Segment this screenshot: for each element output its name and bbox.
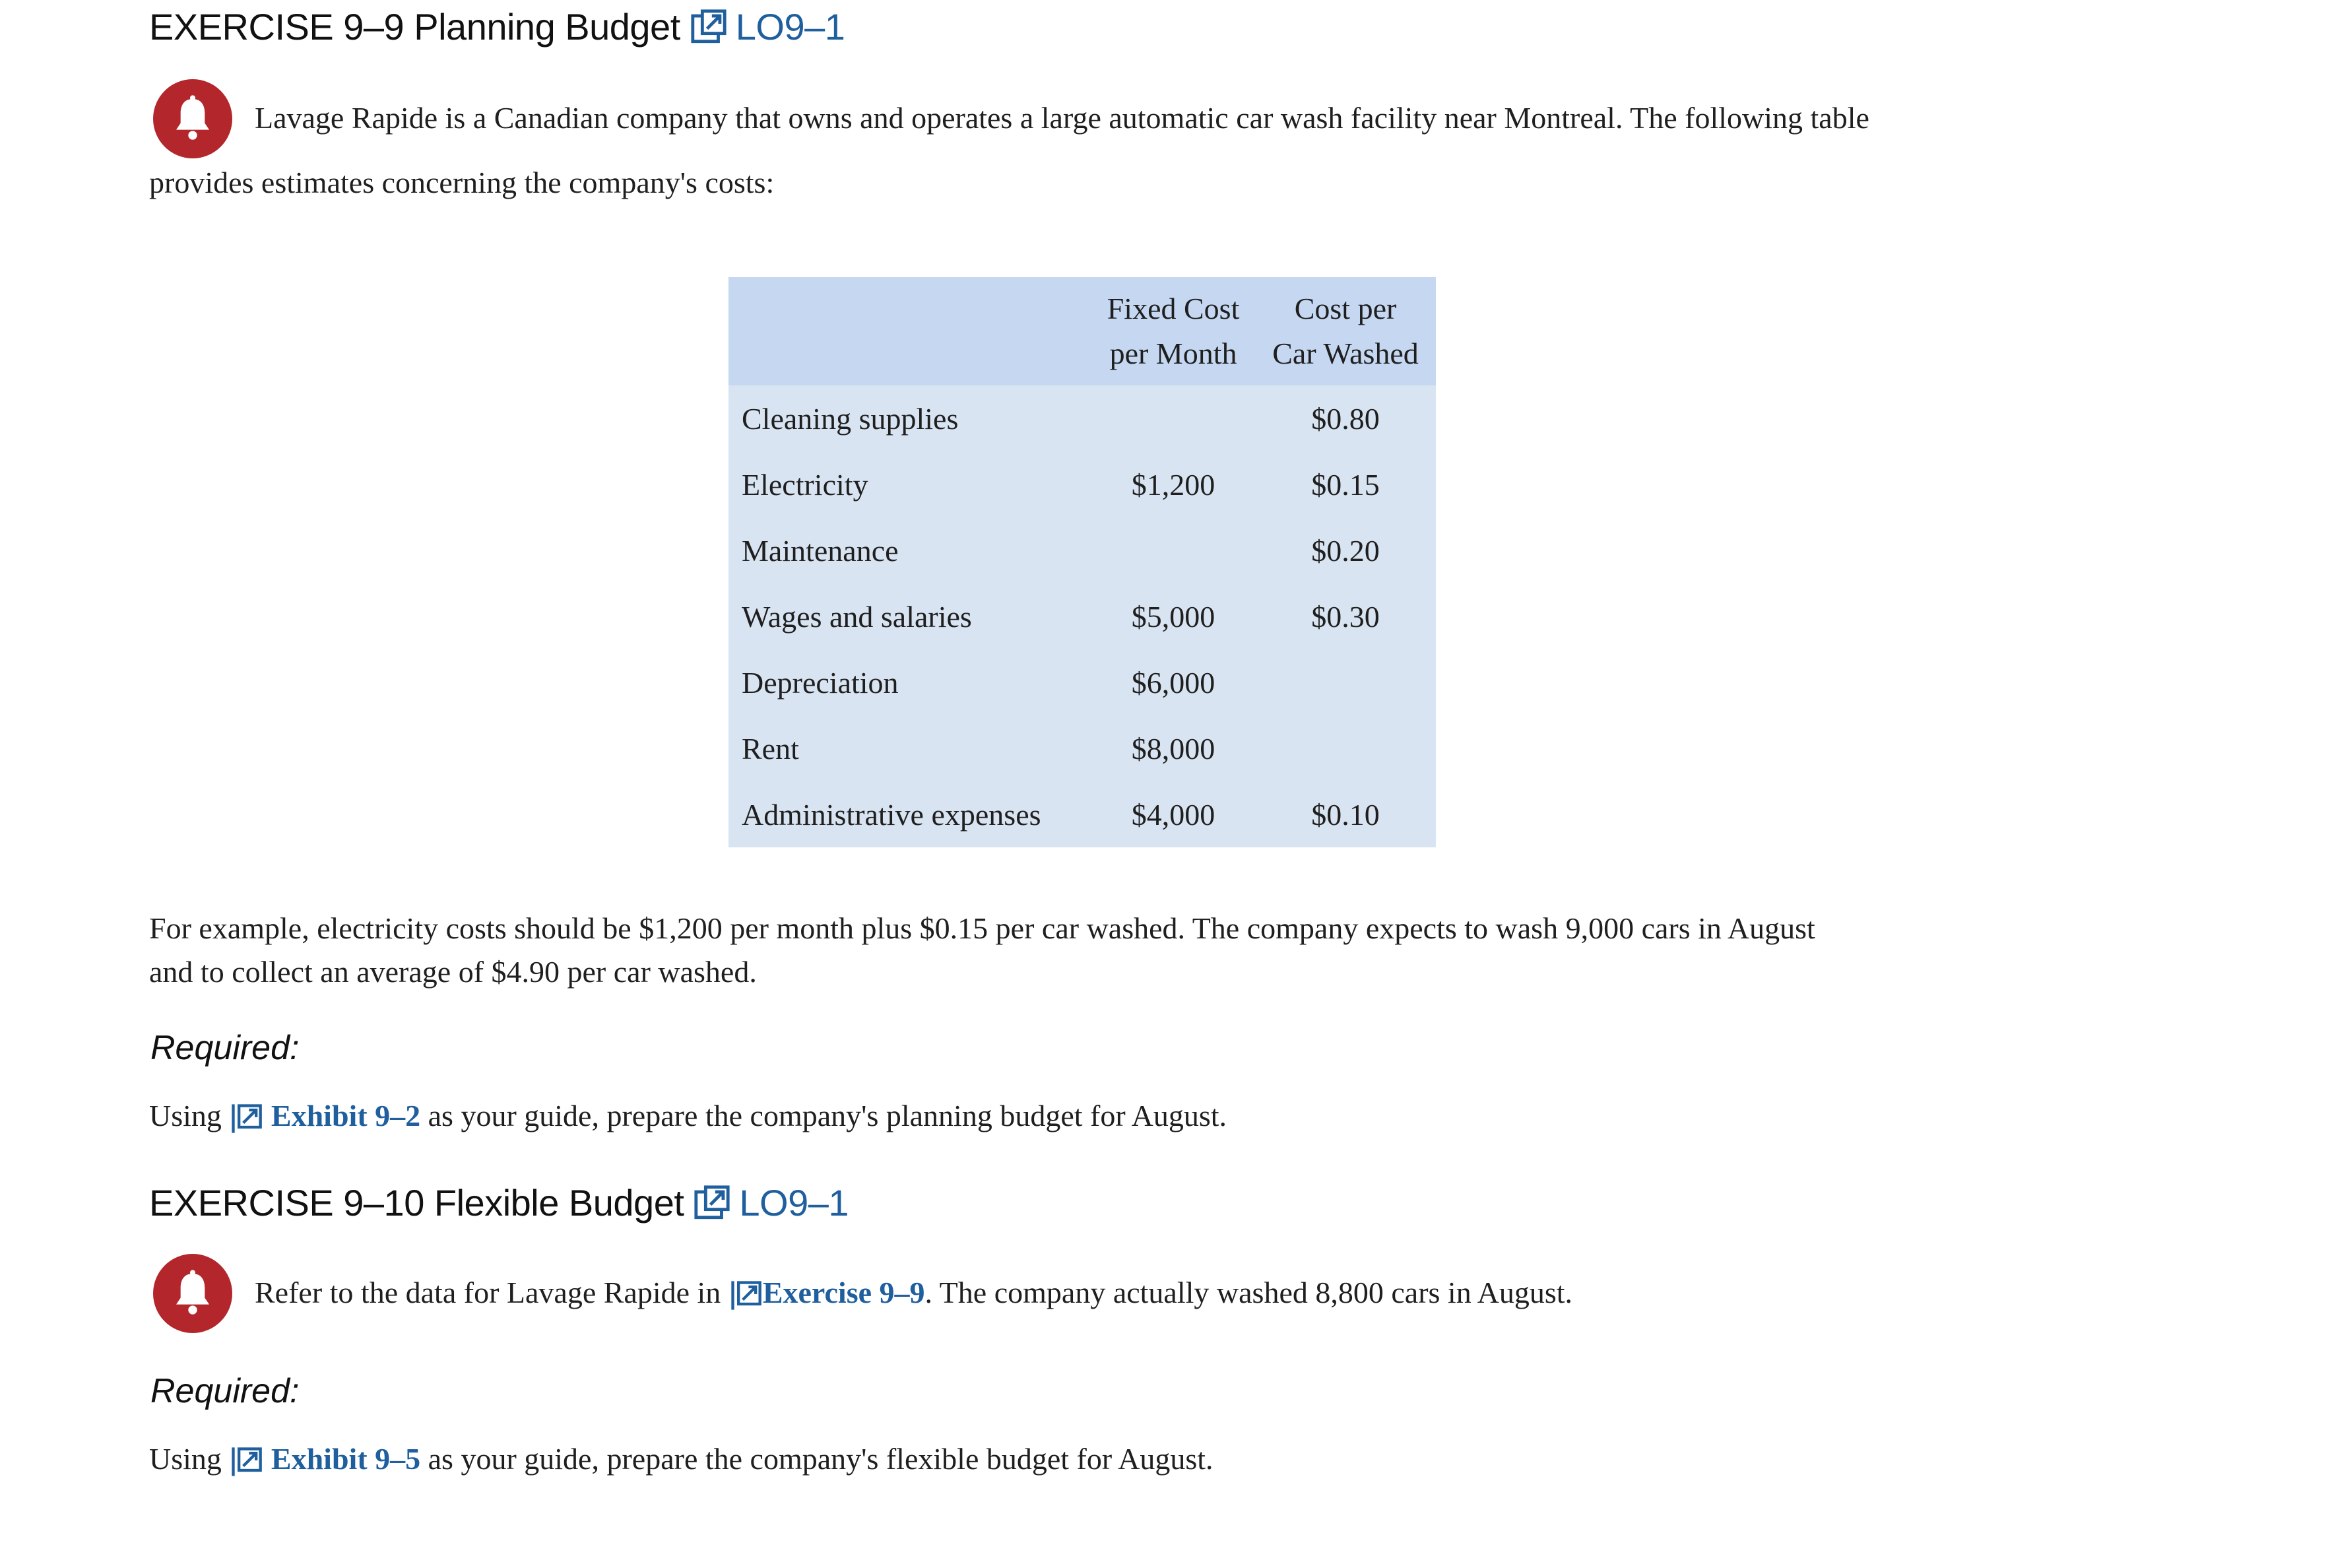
required-label: Required: [150,1372,300,1410]
intro-prefix: Refer to the data for Lavage Rapide in [255,1276,721,1309]
table-header-row [728,277,1436,385]
table-header-blank [728,277,1091,385]
row-cost-per-car: $0.15 [1311,467,1380,502]
row-fixed-cost: $4,000 [1131,797,1215,832]
exercise-9-9-link[interactable]: Exercise 9–9 [762,1276,925,1309]
row-fixed-cost [1091,385,1255,451]
instruction-prefix: Using [149,1099,222,1132]
cost-estimates-table [728,277,1436,847]
table-row [728,649,1436,715]
exhibit-9-5-link[interactable]: Exhibit 9–5 [271,1442,421,1476]
table-row [728,451,1436,517]
row-label: Maintenance [742,533,899,568]
row-fixed-cost: $6,000 [1131,665,1215,700]
row-cost-per-car: $0.10 [1311,797,1380,832]
exercise-9-9-heading [149,5,845,48]
example-paragraph-line1: For example, electricity costs should be $1,200 per month plus $0.15 per car washed. The company expects to wash 9,000 cars in August [149,911,1815,945]
external-link-icon[interactable] [690,8,728,46]
alert-bell-icon [153,79,232,158]
instruction-prefix: Using [149,1442,222,1476]
alert-bell-icon [153,1254,232,1333]
row-label: Depreciation [742,665,899,700]
row-fixed-cost: $1,200 [1131,467,1215,502]
row-cost-per-car: $0.20 [1311,533,1380,568]
required-instruction [149,1094,1227,1138]
intro-paragraph-line2: provides estimates concerning the company's costs: [149,166,775,199]
intro-paragraph-line1: Lavage Rapide is a Canadian company that owns and operates a large automatic car wash facility near Montreal. The following table [255,101,1869,135]
learning-objective-link[interactable]: LO9–1 [735,6,845,48]
external-link-icon[interactable] [693,1184,731,1222]
row-label: Electricity [742,467,868,502]
learning-objective-link[interactable]: LO9–1 [739,1182,849,1224]
row-cost-per-car: $0.80 [1311,401,1380,436]
required-label: Required: [150,1029,300,1067]
external-link-icon[interactable] [229,1445,263,1479]
instruction-suffix: as your guide, prepare the company's planning budget for August. [428,1099,1227,1132]
exercise-9-9-title: EXERCISE 9–9 Planning Budget [149,6,680,48]
exercise-9-10-intro [255,1271,1572,1315]
table-header-cost-per-car: Cost per Car Washed [1272,292,1419,370]
intro-suffix: . The company actually washed 8,800 cars in August. [924,1276,1573,1309]
row-cost-per-car: $0.30 [1311,599,1380,634]
table-header-fixed-cost: Fixed Cost per Month [1107,292,1240,370]
row-label: Wages and salaries [742,599,972,634]
row-label: Cleaning supplies [742,401,959,436]
required-instruction [149,1437,1213,1481]
external-link-icon[interactable] [229,1101,263,1136]
row-fixed-cost [1091,517,1255,583]
row-cost-per-car [1255,715,1436,781]
table-row [728,583,1436,649]
row-fixed-cost: $8,000 [1131,731,1215,766]
table-row [728,715,1436,781]
exercise-9-10-heading [149,1181,849,1224]
table-row [728,517,1436,583]
exhibit-9-2-link[interactable]: Exhibit 9–2 [271,1099,421,1132]
external-link-icon[interactable] [728,1278,763,1313]
row-fixed-cost: $5,000 [1131,599,1215,634]
row-cost-per-car [1255,649,1436,715]
row-label: Administrative expenses [742,797,1041,832]
exercise-9-10-title: EXERCISE 9–10 Flexible Budget [149,1182,684,1224]
row-label: Rent [742,731,799,766]
example-paragraph-line2: and to collect an average of $4.90 per car washed. [149,955,757,989]
table-row [728,781,1436,847]
instruction-suffix: as your guide, prepare the company's flexible budget for August. [428,1442,1213,1476]
table-row [728,385,1436,451]
